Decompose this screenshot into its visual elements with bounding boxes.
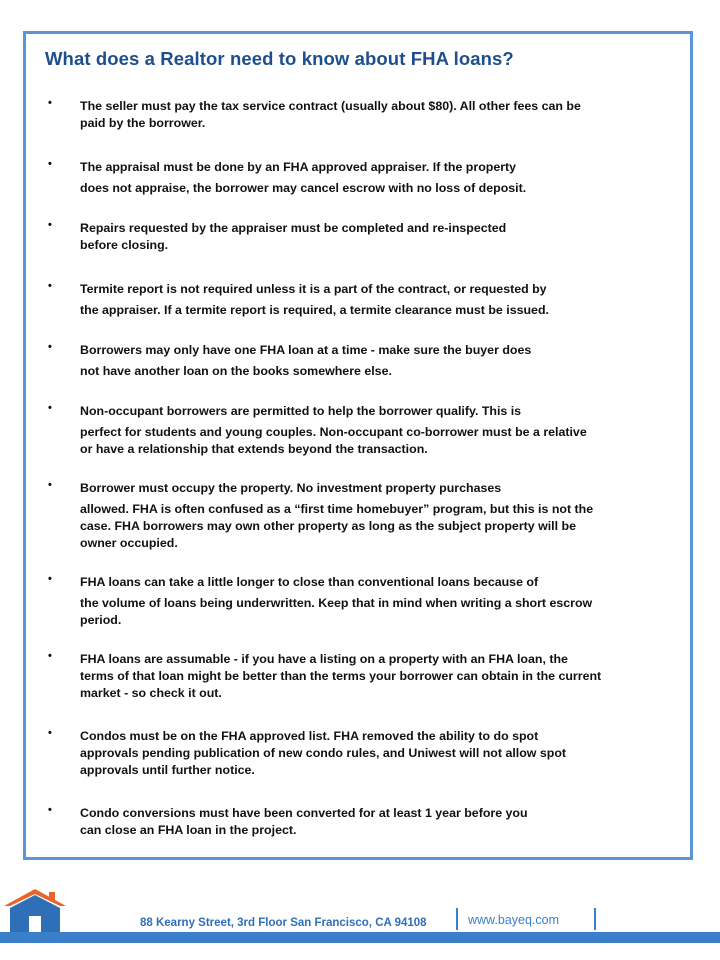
text-line: Non-occupant borrowers are permitted to help the borrower qualify. This is bbox=[80, 404, 522, 418]
text-line: the appraiser. If a termite report is required, a termite clearance must be issued. bbox=[80, 303, 549, 317]
text-line: Borrower must occupy the property. No investment property purchases bbox=[80, 481, 502, 495]
text-line: paid by the borrower. bbox=[80, 116, 206, 130]
list-item-text bbox=[80, 728, 680, 779]
text-line: case. FHA borrowers may own other property as long as the subject property will be bbox=[80, 519, 576, 533]
list-item-text bbox=[80, 220, 680, 254]
text-line: before closing. bbox=[80, 238, 169, 252]
footer-bar bbox=[0, 932, 720, 943]
text-line: Termite report is not required unless it is a part of the contract, or requested by bbox=[80, 282, 547, 296]
list-item-text bbox=[80, 480, 680, 552]
list-item-text bbox=[80, 403, 680, 458]
text-line: approvals pending publication of new condo rules, and Uniwest will not allow spot bbox=[80, 746, 567, 760]
list-item-text bbox=[80, 281, 680, 319]
text-line: The seller must pay the tax service contract (usually about $80). All other fees can be bbox=[80, 99, 581, 113]
bullet-marker: • bbox=[48, 97, 52, 109]
text-line: period. bbox=[80, 613, 122, 627]
text-line: Borrowers may only have one FHA loan at a time - make sure the buyer does bbox=[80, 343, 532, 357]
text-line: FHA loans are assumable - if you have a listing on a property with an FHA loan, the bbox=[80, 652, 568, 666]
list-item-text bbox=[80, 98, 680, 132]
bullet-marker: • bbox=[48, 727, 52, 739]
text-line: allowed. FHA is often confused as a “first time homebuyer” program, but this is not the bbox=[80, 502, 594, 516]
text-line: perfect for students and young couples. Non-occupant co-borrower must be a relative bbox=[80, 425, 587, 439]
content-frame bbox=[23, 31, 693, 860]
list-item-text bbox=[80, 651, 680, 702]
list-item-text bbox=[80, 342, 680, 380]
text-line: approvals until further notice. bbox=[80, 763, 255, 777]
page-title: What does a Realtor need to know about FHA loans? bbox=[45, 48, 514, 69]
text-line: does not appraise, the borrower may cancel escrow with no loss of deposit. bbox=[80, 181, 527, 195]
text-line: terms of that loan might be better than the terms your borrower can obtain in the current bbox=[80, 669, 602, 683]
text-line: Condo conversions must have been converted for at least 1 year before you bbox=[80, 806, 528, 820]
bullet-marker: • bbox=[48, 479, 52, 491]
text-line: or have a relationship that extends beyond the transaction. bbox=[80, 442, 428, 456]
text-line: Condos must be on the FHA approved list. FHA removed the ability to do spot bbox=[80, 729, 539, 743]
text-line: the volume of loans being underwritten. Keep that in mind when writing a short escrow bbox=[80, 596, 593, 610]
bullet-marker: • bbox=[48, 341, 52, 353]
list-item-text bbox=[80, 159, 680, 197]
bullet-marker: • bbox=[48, 402, 52, 414]
footer-address: 88 Kearny Street, 3rd Floor San Francisco, CA 94108 bbox=[140, 917, 427, 929]
bullet-marker: • bbox=[48, 650, 52, 662]
text-line: Repairs requested by the appraiser must be completed and re-inspected bbox=[80, 221, 507, 235]
footer-divider bbox=[594, 908, 596, 930]
list-item-text bbox=[80, 805, 680, 839]
bullet-marker: • bbox=[48, 219, 52, 231]
text-line: The appraisal must be done by an FHA approved appraiser. If the property bbox=[80, 160, 517, 174]
bullet-marker: • bbox=[48, 573, 52, 585]
footer-divider bbox=[456, 908, 458, 930]
text-line: FHA loans can take a little longer to close than conventional loans because of bbox=[80, 575, 539, 589]
bullet-marker: • bbox=[48, 158, 52, 170]
text-line: not have another loan on the books somewhere else. bbox=[80, 364, 392, 378]
bullet-marker: • bbox=[48, 280, 52, 292]
footer-website-link[interactable]: www.bayeq.com bbox=[468, 913, 560, 927]
list-item-text bbox=[80, 574, 680, 629]
bullet-marker: • bbox=[48, 804, 52, 816]
text-line: market - so check it out. bbox=[80, 686, 222, 700]
text-line: can close an FHA loan in the project. bbox=[80, 823, 297, 837]
text-line: owner occupied. bbox=[80, 536, 178, 550]
